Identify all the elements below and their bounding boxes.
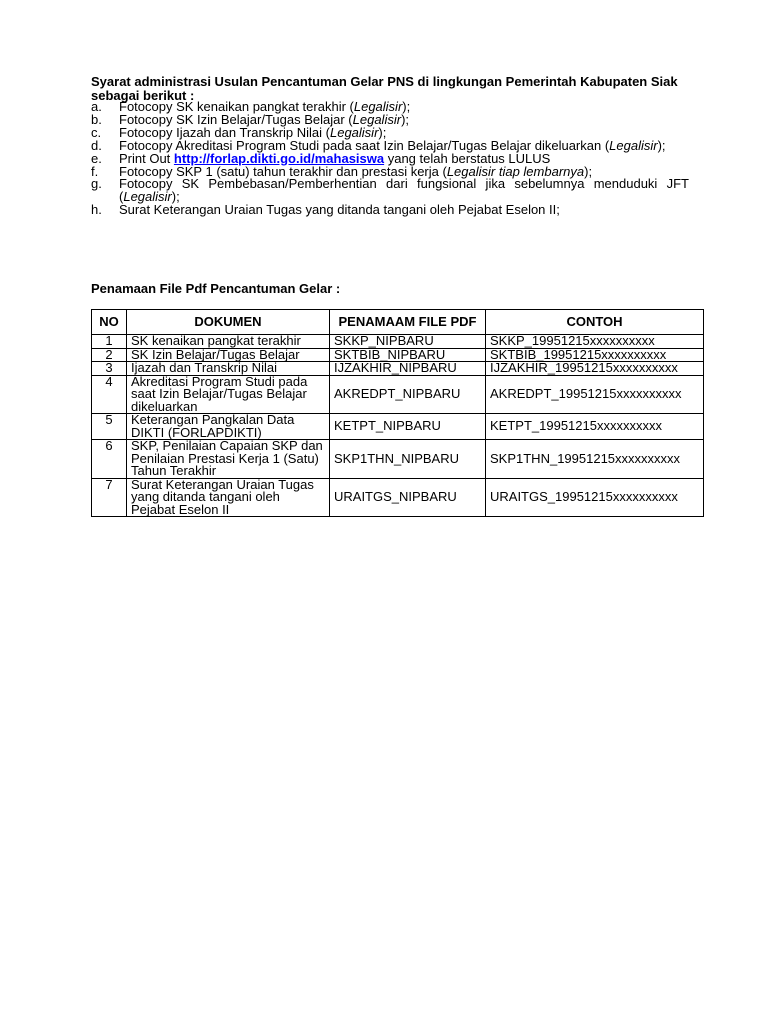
table-title: Penamaan File Pdf Pencantuman Gelar :	[91, 281, 341, 296]
cell-file: SKTBIB_NIPBARU	[330, 348, 486, 362]
item-letter: f.	[91, 163, 99, 179]
item-letter: c.	[91, 124, 102, 140]
cell-dokumen: Keterangan Pangkalan Data DIKTI (FORLAPDIKTI)	[127, 414, 330, 440]
cell-file: IJZAKHIR_NIPBARU	[330, 362, 486, 376]
item-text-post: );	[171, 189, 180, 205]
cell-dokumen: Ijazah dan Transkrip Nilai	[127, 362, 330, 376]
cell-no: 2	[92, 348, 127, 362]
item-letter: g.	[91, 176, 102, 192]
item-letter: h.	[91, 202, 102, 218]
cell-dokumen: SK kenaikan pangkat terakhir	[127, 335, 330, 349]
item-text-post: );	[584, 163, 593, 179]
item-text-italic: Legalisir	[329, 124, 379, 140]
table-header-row	[92, 310, 704, 335]
table-row	[92, 375, 704, 414]
header-file: PENAMAAM FILE PDF	[330, 310, 486, 335]
table-row	[92, 414, 704, 440]
cell-contoh: IJZAKHIR_19951215xxxxxxxxxx	[486, 362, 704, 376]
item-text-italic: Legalisir	[352, 111, 402, 127]
item-text-post: yang telah berstatus LULUS	[384, 150, 551, 166]
cell-contoh: SKTBIB_19951215xxxxxxxxxx	[486, 348, 704, 362]
item-text-italic: Legalisir tiap lembarnya	[446, 163, 585, 179]
item-text	[119, 178, 689, 204]
cell-no: 6	[92, 440, 127, 479]
cell-dokumen: Surat Keterangan Uraian Tugas yang ditanda tangani oleh Pejabat Eselon II	[127, 478, 330, 517]
item-text-post: );	[657, 137, 666, 153]
item-letter: b.	[91, 111, 102, 127]
document-heading: Syarat administrasi Usulan Pencantuman Gelar PNS di lingkungan Pemerintah Kabupaten Siak sebagai berikut :	[91, 74, 678, 103]
item-text-pre: Print Out	[119, 150, 174, 166]
item-text-post: );	[402, 99, 411, 114]
cell-no: 3	[92, 362, 127, 376]
cell-contoh: KETPT_19951215xxxxxxxxxx	[486, 414, 704, 440]
cell-contoh: AKREDPT_19951215xxxxxxxxxx	[486, 375, 704, 414]
cell-contoh: SKP1THN_19951215xxxxxxxxxx	[486, 440, 704, 479]
requirement-item-g	[91, 178, 689, 204]
item-text-italic: Legalisir	[609, 137, 658, 153]
item-text-pre: Fotocopy SK Pembebasan/Pemberhentian dari fungsional jika sebelumnya menduduki JFT (	[119, 176, 689, 205]
item-text-pre: Fotocopy Ijazah dan Transkrip Nilai (	[119, 124, 330, 140]
item-text-italic: Legalisir	[123, 189, 172, 205]
file-naming-table	[91, 309, 704, 517]
header-dokumen: DOKUMEN	[127, 310, 330, 335]
cell-dokumen: SKP, Penilaian Capaian SKP dan Penilaian Prestasi Kerja 1 (Satu) Tahun Terakhir	[127, 440, 330, 479]
item-text-post: );	[378, 124, 387, 140]
item-text-pre: Fotocopy SK kenaikan pangkat terakhir (	[119, 99, 354, 114]
table-row	[92, 478, 704, 517]
cell-no: 7	[92, 478, 127, 517]
forlap-dikti-link[interactable]: http://forlap.dikti.go.id/mahasiswa	[173, 150, 385, 166]
cell-file: SKKP_NIPBARU	[330, 335, 486, 349]
header-contoh: CONTOH	[486, 310, 704, 335]
cell-file: KETPT_NIPBARU	[330, 414, 486, 440]
item-text-pre: Fotocopy Akreditasi Program Studi pada saat Izin Belajar/Tugas Belajar dikeluarkan (	[119, 137, 610, 153]
item-text-pre: Fotocopy SKP 1 (satu) tahun terakhir dan prestasi kerja (	[119, 163, 447, 179]
cell-no: 1	[92, 335, 127, 349]
cell-dokumen: SK Izin Belajar/Tugas Belajar	[127, 348, 330, 362]
header-no: NO	[92, 310, 127, 335]
item-text-pre: Fotocopy SK Izin Belajar/Tugas Belajar (	[119, 111, 353, 127]
table-row	[92, 362, 704, 376]
cell-no: 5	[92, 414, 127, 440]
item-letter: e.	[91, 150, 102, 166]
requirement-item-h	[91, 204, 689, 217]
cell-contoh: URAITGS_19951215xxxxxxxxxx	[486, 478, 704, 517]
cell-contoh: SKKP_19951215xxxxxxxxxx	[486, 335, 704, 349]
table-row	[92, 440, 704, 479]
item-letter: a.	[91, 99, 102, 114]
item-text-pre: Surat Keterangan Uraian Tugas yang ditanda tangani oleh Pejabat Eselon II;	[119, 202, 560, 218]
item-text	[119, 204, 689, 217]
requirements-list	[91, 101, 689, 217]
table-row	[92, 335, 704, 349]
cell-no: 4	[92, 375, 127, 414]
cell-file: SKP1THN_NIPBARU	[330, 440, 486, 479]
item-letter: d.	[91, 137, 102, 153]
item-text-post: );	[401, 111, 410, 127]
cell-file: URAITGS_NIPBARU	[330, 478, 486, 517]
cell-file: AKREDPT_NIPBARU	[330, 375, 486, 414]
item-text-italic: Legalisir	[353, 99, 403, 114]
cell-dokumen: Akreditasi Program Studi pada saat Izin Belajar/Tugas Belajar dikeluarkan	[127, 375, 330, 414]
